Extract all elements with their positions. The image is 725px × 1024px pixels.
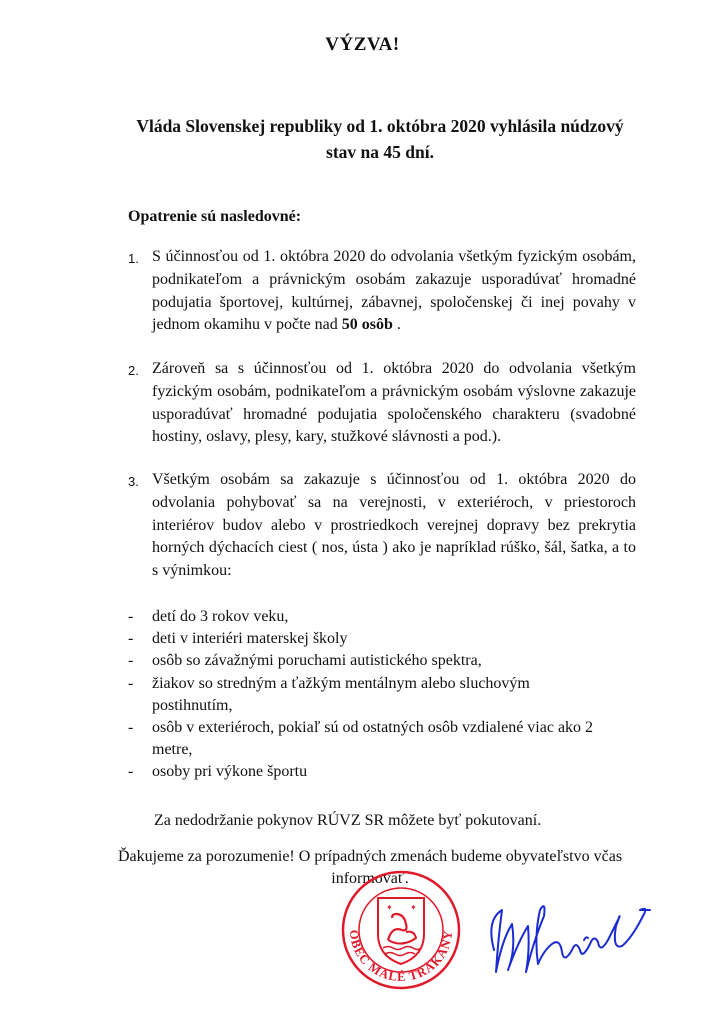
fine-notice: Za nedodržanie pokynov RÚVZ SR môžete byť pokutovaní.: [154, 812, 542, 829]
list-item: [128, 650, 608, 672]
list-item-text: detí do 3 rokov veku,: [152, 608, 289, 625]
exceptions-list: [128, 606, 608, 784]
list-item-text: žiakov so stredným a ťažkým mentálnym alebo sluchovým postihnutím,: [152, 674, 530, 714]
list-dash: -: [128, 763, 134, 781]
announcement-subtitle: Vláda Slovenskej republiky od 1. októbra 2020 vyhlásila núdzový stav na 45 dní.: [136, 116, 624, 162]
list-item: [128, 606, 608, 628]
item-number-2: 2.: [128, 363, 139, 378]
list-dash: -: [128, 719, 134, 737]
list-dash: -: [128, 630, 134, 648]
list-item-text: osôb v exteriéroch, pokiaľ sú od ostatných osôb vzdialené viac ako 2 metre,: [152, 719, 594, 759]
list-item-text: osoby pri výkone športu: [152, 763, 308, 781]
item-number-1: 1.: [128, 251, 139, 266]
svg-text:✦: ✦: [410, 903, 417, 912]
coat-of-arms-shield: [378, 898, 424, 964]
municipal-stamp: [336, 868, 466, 998]
list-item-text: osôb so závažnými poruchami autistického spektra,: [152, 652, 482, 670]
measure-item-1-text-end: .: [392, 316, 401, 334]
list-dash: -: [128, 652, 134, 670]
measure-item-1-emphasis: 50 osôb: [341, 316, 393, 334]
measures-heading: Opatrenie sú nasledovné:: [128, 208, 302, 225]
list-item-text: deti v interiéri materskej školy: [152, 630, 348, 648]
measure-item-1: [152, 246, 636, 337]
list-dash: -: [128, 608, 134, 625]
thanks-note: Ďakujeme za porozumenie! O prípadných zmenách budeme obyvateľstvo včas informovať.: [117, 848, 623, 887]
item-number-3: 3.: [128, 474, 139, 489]
list-item: [128, 717, 608, 761]
measure-item-3: Všetkým osobám sa zakazuje s účinnosťou od 1. októbra 2020 do odvolania pohybovať sa na verejnosti, v exteriéroch, v priestoroch interiérov budov alebo v prostriedkoch verejnej dopravy bez prekrytia horných dýchacích ciest ( nos, ústa ) ako je napríklad rúško, šál, šatka, a to s výnimkou:: [152, 471, 636, 580]
svg-text:✦: ✦: [386, 903, 393, 912]
swan-icon: [388, 914, 407, 940]
list-dash: -: [128, 674, 134, 692]
list-item: [128, 628, 608, 650]
list-item: [128, 761, 608, 783]
page-title: VÝZVA!: [325, 34, 400, 55]
stamp-text: OBEC MALÉ TRAKANY: [346, 929, 456, 985]
signature: [472, 880, 672, 990]
measure-item-2: Zároveň sa s účinnosťou od 1. októbra 2020 do odvolania všetkým fyzickým osobám, podnikateľom a právnickým osobám výslovne zakazuje usporadúvať hromadné podujatia spoločenského charakteru (svadobné hostiny, oslavy, plesy, kary, stužkové slávnosti a pod.).: [152, 360, 636, 446]
measure-item-1-text: S účinnosťou od 1. októbra 2020 do odvolania všetkým fyzickým osobám, podnikateľom a právnickým osobám zakazuje usporadúvať hromadné podujatia športovej, kultúrnej, zábavnej, spoločenskej či inej povahy v jednom okamihu v počte nad: [152, 248, 636, 334]
list-item: [128, 673, 608, 717]
